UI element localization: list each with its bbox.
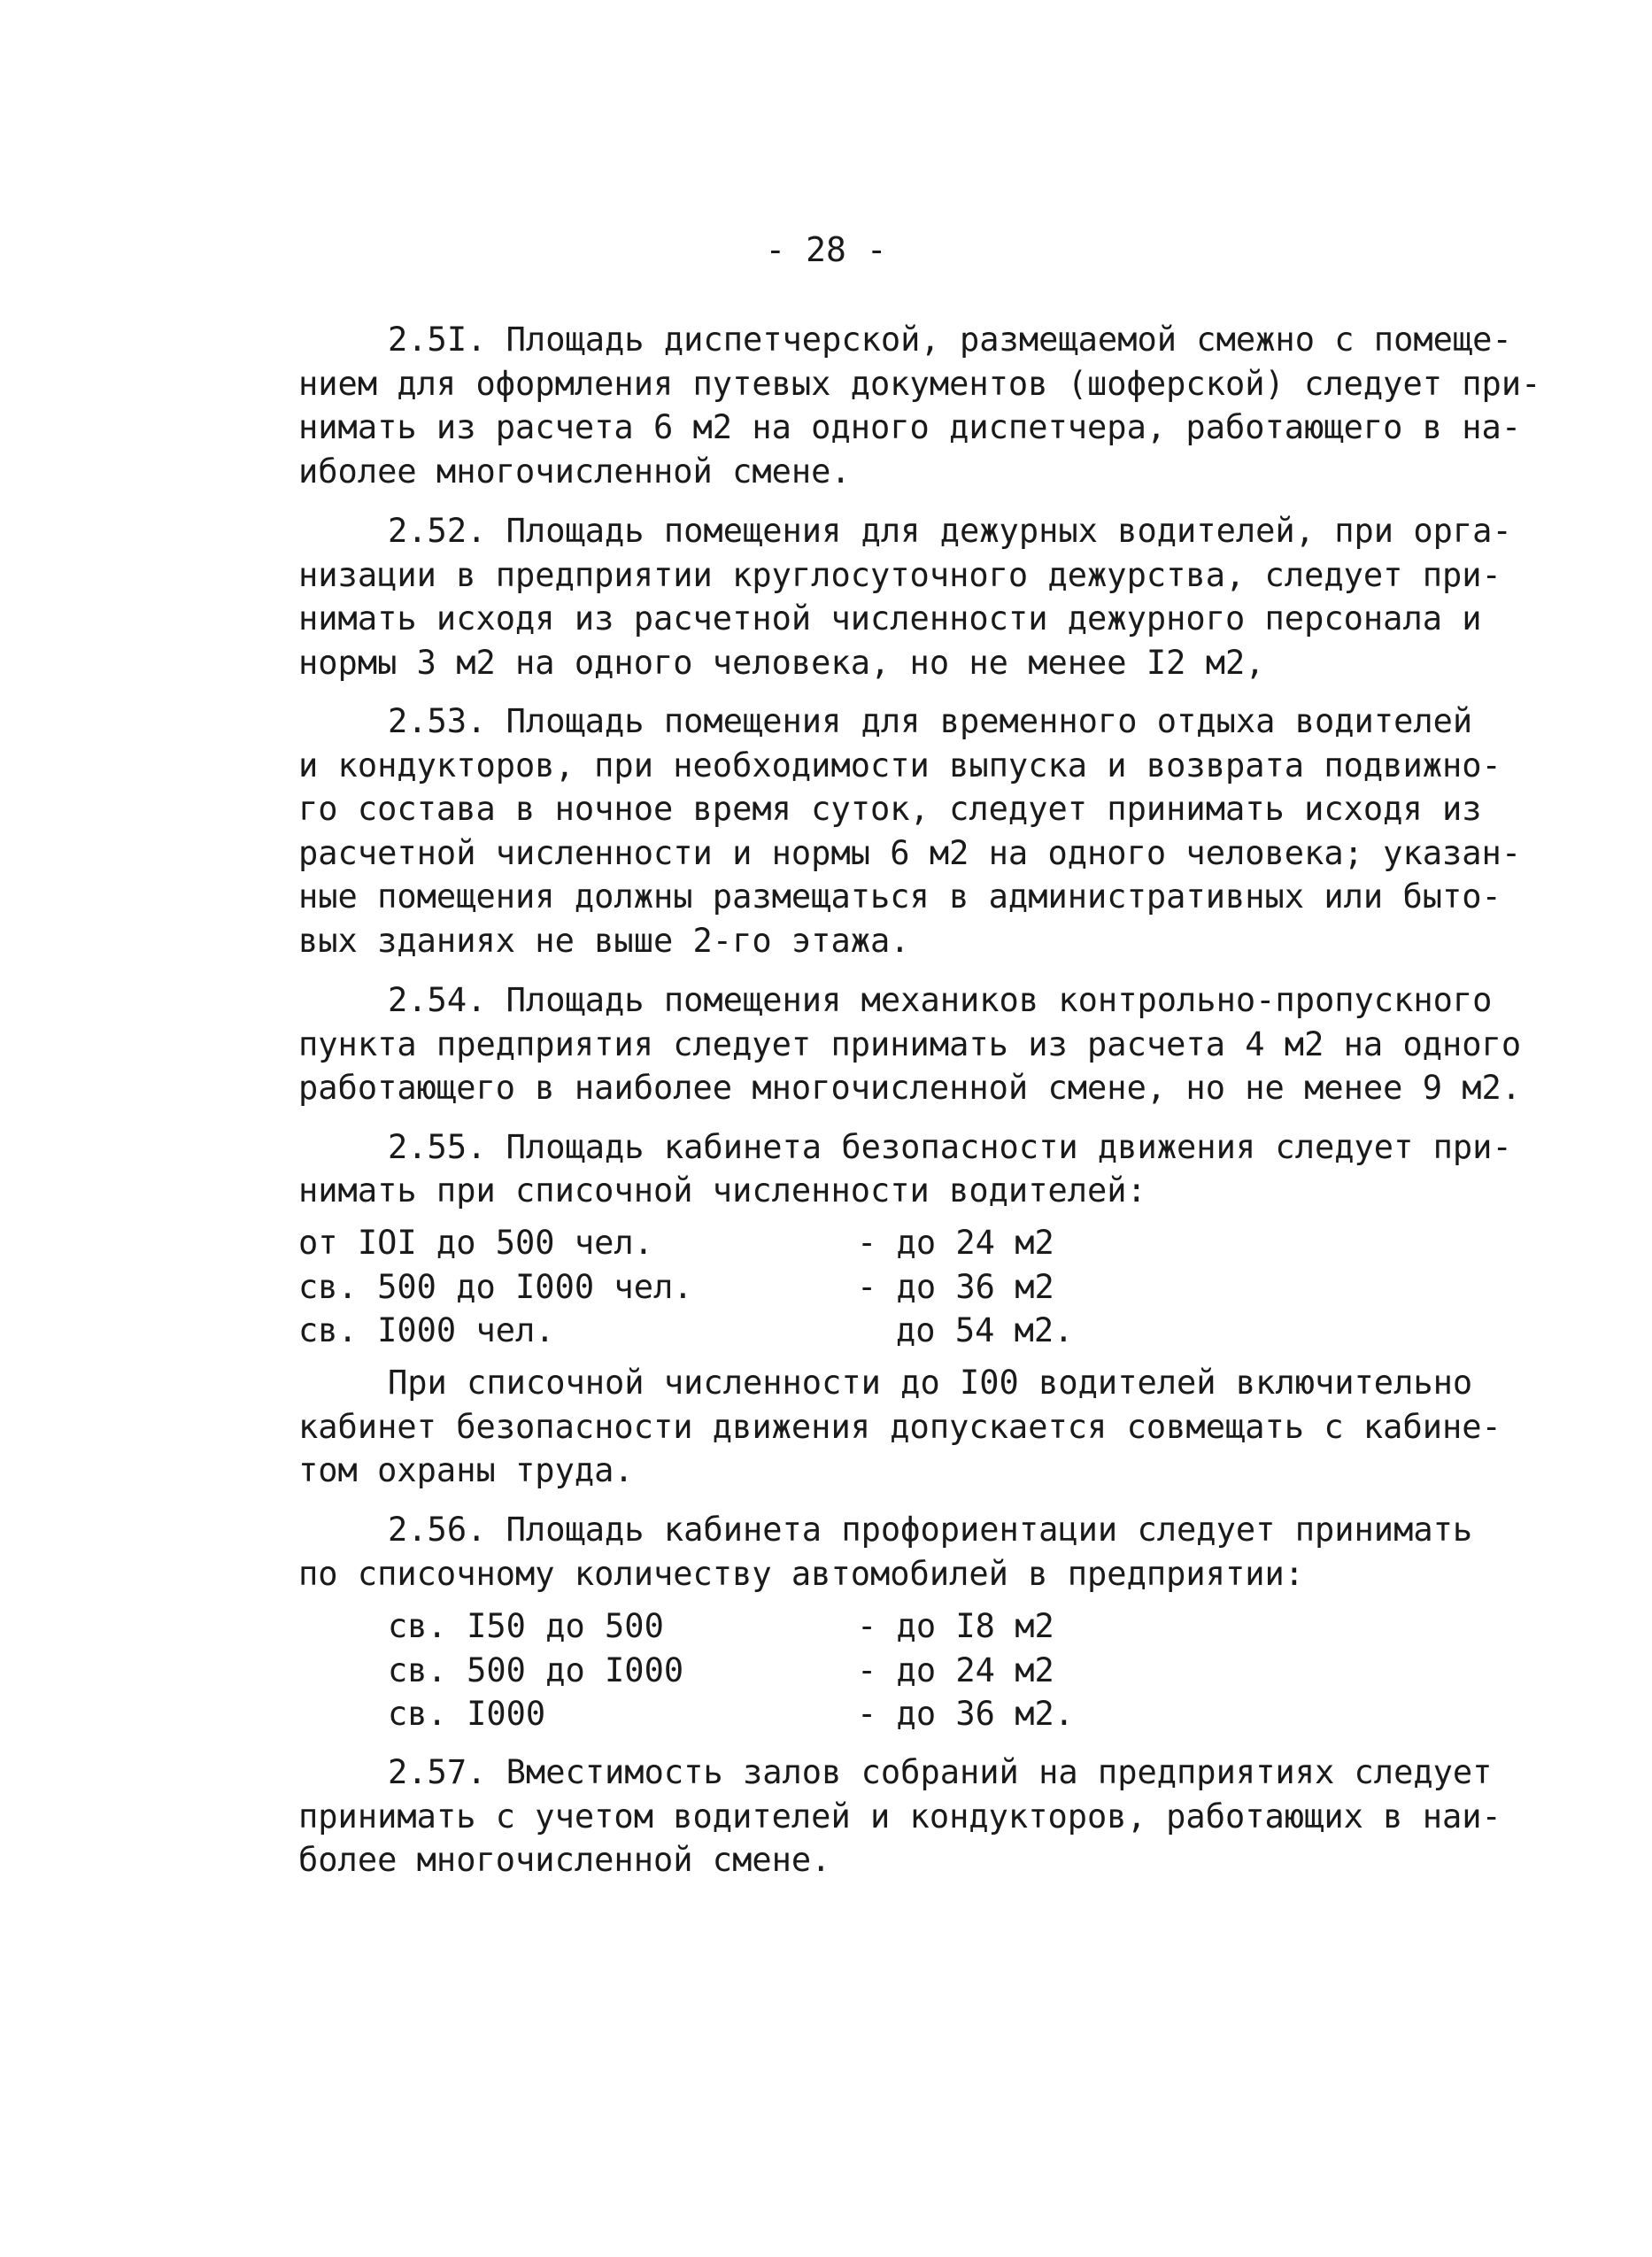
p251-line-1: 2.5I. Площадь диспетчерской, размещаемой смежно с помеще-: [388, 321, 1512, 359]
table1-value-2: - до 36 м2: [857, 1268, 1054, 1306]
p254-line-2: пункта предприятия следует принимать из расчета 4 м2 на одного: [298, 1025, 1522, 1063]
table1-range-3: св. I000 чел.: [298, 1311, 555, 1349]
p257-line-1: 2.57. Вместимость залов собраний на предприятиях следует: [388, 1753, 1493, 1791]
p257-line-3: более многочисленной смене.: [298, 1841, 831, 1879]
p253-line-2: и кондукторов, при необходимости выпуска и возврата подвижно-: [298, 746, 1501, 785]
table2-range-1: св. I50 до 500: [388, 1607, 664, 1645]
p252-line-4: нормы 3 м2 на одного человека, но не менее I2 м2,: [298, 644, 1265, 682]
p256-line-2: по списочному количеству автомобилей в предприятии:: [298, 1555, 1305, 1593]
table2-value-3: - до 36 м2.: [857, 1695, 1075, 1733]
p252-line-1: 2.52. Площадь помещения для дежурных водителей, при орга-: [388, 512, 1512, 550]
p255b-line-3: том охраны труда.: [298, 1451, 634, 1489]
p253-line-5: ные помещения должны размещаться в административных или быто-: [298, 877, 1501, 916]
p256-line-1: 2.56. Площадь кабинета профориентации следует принимать: [388, 1511, 1473, 1549]
table2-range-2: св. 500 до I000: [388, 1651, 684, 1689]
p251-line-3: нимать из расчета 6 м2 на одного диспетчера, работающего в на-: [298, 408, 1522, 446]
p251-line-4: иболее многочисленной смене.: [298, 452, 851, 491]
p255-line-1: 2.55. Площадь кабинета безопасности движения следует при-: [388, 1128, 1512, 1166]
table1-range-2: св. 500 до I000 чел.: [298, 1268, 693, 1306]
p254-line-3: работающего в наиболее многочисленной смене, но не менее 9 м2.: [298, 1069, 1522, 1107]
page-number: - 28 -: [765, 230, 887, 269]
p253-line-6: вых зданиях не выше 2-го этажа.: [298, 922, 910, 960]
p255b-line-2: кабинет безопасности движения допускается совмещать с кабине-: [298, 1408, 1501, 1446]
table2-range-3: св. I000: [388, 1695, 546, 1733]
table1-range-1: от IOI до 500 чел.: [298, 1224, 653, 1262]
p252-line-2: низации в предприятии круглосуточного дежурства, следует при-: [298, 556, 1501, 594]
p255b-line-1: При списочной численности до I00 водителей включительно: [388, 1364, 1473, 1402]
p253-line-4: расчетной численности и нормы 6 м2 на одного человека; указан-: [298, 834, 1522, 872]
table1-value-1: - до 24 м2: [857, 1224, 1054, 1262]
table1-value-3: до 54 м2.: [896, 1311, 1074, 1349]
p257-line-2: принимать с учетом водителей и кондукторов, работающих в наи-: [298, 1797, 1501, 1836]
p254-line-1: 2.54. Площадь помещения механиков контрольно-пропускного: [388, 981, 1493, 1019]
p252-line-3: нимать исходя из расчетной численности дежурного персонала и: [298, 599, 1482, 638]
p253-line-3: го состава в ночное время суток, следует принимать исходя из: [298, 790, 1482, 828]
p251-line-2: нием для оформления путевых документов (шоферской) следует при-: [298, 365, 1541, 403]
table2-value-2: - до 24 м2: [857, 1651, 1054, 1689]
p253-line-1: 2.53. Площадь помещения для временного отдыха водителей: [388, 702, 1473, 740]
table2-value-1: - до I8 м2: [857, 1607, 1054, 1645]
p255-line-2: нимать при списочной численности водителей:: [298, 1171, 1146, 1210]
